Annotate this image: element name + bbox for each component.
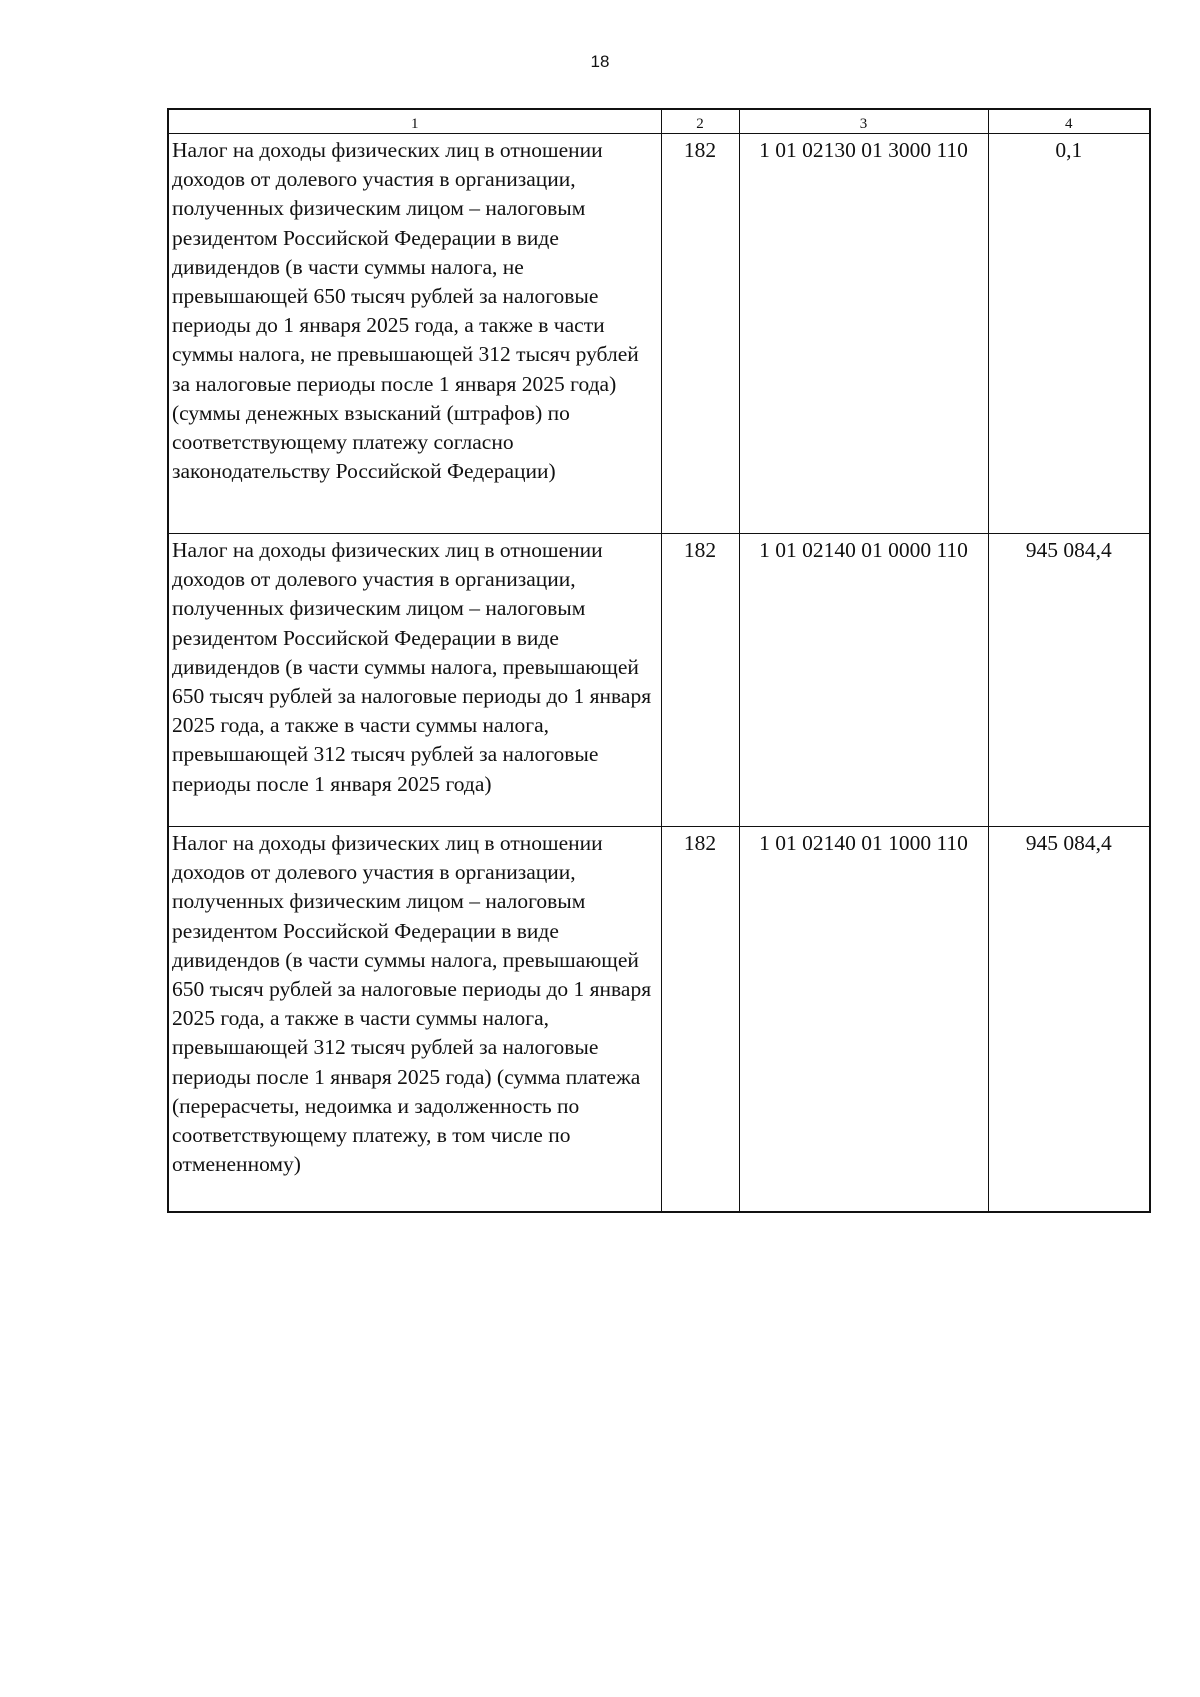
table-row bbox=[168, 134, 1150, 534]
kbk-code-cell: 1 01 02140 01 1000 110 bbox=[739, 827, 988, 1213]
table-header-row bbox=[168, 109, 1150, 134]
revenue-table bbox=[167, 108, 1151, 1213]
revenue-name-cell: Налог на доходы физических лиц в отношении доходов от долевого участия в организации, полученных физическим лицом – налоговым резидентом Российской Федерации в виде дивидендов (в части суммы налога, превышающей 650 тысяч рублей за налоговые периоды до 1 января 2025 года, а также в части суммы налога, превышающей 312 тысяч рублей за налоговые периоды после 1 января 2025 года) bbox=[168, 534, 661, 827]
table-row bbox=[168, 827, 1150, 1213]
page-number: 18 bbox=[590, 52, 610, 71]
column-header-4: 4 bbox=[988, 109, 1150, 134]
amount-cell: 945 084,4 bbox=[988, 534, 1150, 827]
admin-code-cell: 182 bbox=[661, 534, 739, 827]
column-header-2: 2 bbox=[661, 109, 739, 134]
amount-cell: 945 084,4 bbox=[988, 827, 1150, 1213]
kbk-code-cell: 1 01 02130 01 3000 110 bbox=[739, 134, 988, 534]
column-header-1: 1 bbox=[168, 109, 661, 134]
kbk-code-cell: 1 01 02140 01 0000 110 bbox=[739, 534, 988, 827]
revenue-name-cell: Налог на доходы физических лиц в отношении доходов от долевого участия в организации, полученных физическим лицом – налоговым резидентом Российской Федерации в виде дивидендов (в части суммы налога, не превышающей 650 тысяч рублей за налоговые периоды до 1 января 2025 года, а также в части суммы налога, не превышающей 312 тысяч рублей за налоговые периоды после 1 января 2025 года) (суммы денежных взысканий (штрафов) по соответствующему платежу согласно законодательству Российской Федерации) bbox=[168, 134, 661, 534]
admin-code-cell: 182 bbox=[661, 827, 739, 1213]
revenue-name-cell: Налог на доходы физических лиц в отношении доходов от долевого участия в организации, полученных физическим лицом – налоговым резидентом Российской Федерации в виде дивидендов (в части суммы налога, превышающей 650 тысяч рублей за налоговые периоды до 1 января 2025 года, а также в части суммы налога, превышающей 312 тысяч рублей за налоговые периоды после 1 января 2025 года) (сумма платежа (перерасчеты, недоимка и задолженность по соответствующему платежу, в том числе по отмененному) bbox=[168, 827, 661, 1213]
table-row bbox=[168, 534, 1150, 827]
column-header-3: 3 bbox=[739, 109, 988, 134]
admin-code-cell: 182 bbox=[661, 134, 739, 534]
amount-cell: 0,1 bbox=[988, 134, 1150, 534]
